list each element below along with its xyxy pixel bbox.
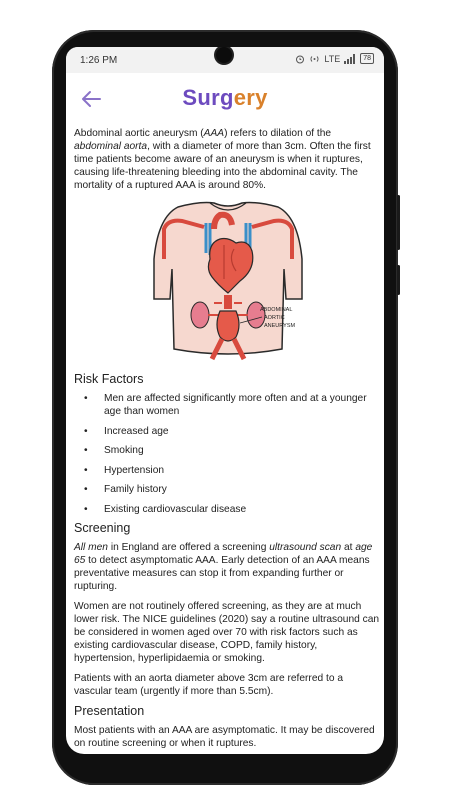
list-item: • Increased age <box>84 425 169 437</box>
status-bar <box>66 47 384 73</box>
title-part-2: ery <box>233 85 268 110</box>
list-item: • Family history <box>84 484 167 495</box>
risk-factor-text: Men are affected significantly more often and at a younger age than women <box>104 393 367 417</box>
app-screen <box>66 47 384 754</box>
presentation-paragraph: Most patients with an AAA are asymptomatic. It may be discovered on routine screening or when it ruptures. <box>74 725 375 749</box>
signal-icon <box>344 54 356 64</box>
lte-label: LTE <box>324 53 341 64</box>
illustration-label-3: ANEURYSM <box>264 323 296 329</box>
list-item: • Smoking <box>84 445 144 456</box>
intro-text-1: Abdominal aortic aneurysm ( <box>74 128 204 139</box>
screening-paragraph-3: Patients with an aorta diameter above 3cm are referred to a vascular team (urgently if more than 5.5cm). <box>74 673 343 697</box>
risk-factor-text: Smoking <box>104 445 144 456</box>
intro-text-2: ) refers to dilation of the <box>224 128 332 139</box>
list-item: • Men are affected significantly more often and at a younger age than women <box>84 393 367 417</box>
presentation-heading: Presentation <box>74 704 145 718</box>
screening-paragraph-2: Women are not routinely offered screening, as they are at much lower risk. The NICE guidelines (2020) say a routine ultrasound can be considered in women aged over 70 with risk factors such as existing cardiovascular disease, COPD, family history, hypertension, hyperlipidaemia or smoking. <box>74 601 380 664</box>
risk-factor-text: Family history <box>104 484 167 495</box>
illustration-label-1: ABDOMINAL <box>260 307 293 313</box>
list-item: • Hypertension <box>84 464 165 476</box>
list-item: • Existing cardiovascular disease <box>84 503 247 515</box>
battery-indicator: 78 <box>360 53 374 64</box>
volume-button <box>397 265 400 295</box>
front-camera <box>216 47 232 63</box>
article-content <box>74 127 380 754</box>
status-icons <box>295 53 374 64</box>
intro-em-aorta: abdominal aorta <box>74 141 148 152</box>
risk-factor-text: Hypertension <box>104 464 165 476</box>
alarm-icon <box>295 54 305 64</box>
title-part-1: Surg <box>182 85 234 110</box>
intro-text-3: , with a diameter of more than 3cm. Often the first time patients become aware of an aneurysm is when it ruptures, causing life-threatening bleeding into the abdominal cavity. The mortality of a ruptured AAA is around 80%. <box>74 141 371 191</box>
hotspot-icon <box>309 54 320 64</box>
screening-heading: Screening <box>74 521 131 535</box>
power-button <box>397 195 400 250</box>
app-header <box>66 73 384 127</box>
risk-factors-heading: Risk Factors <box>74 372 144 386</box>
screening-em-ultrasound: ultrasound scan <box>269 542 342 553</box>
illustration-label-2: AORTIC <box>264 315 285 321</box>
aortic-aneurysm-illustration <box>148 199 308 365</box>
screening-paragraph-1 <box>74 541 380 593</box>
risk-factors-list <box>74 392 380 516</box>
screening-em-men: All men <box>74 542 108 553</box>
intro-em-aaa: AAA <box>203 128 225 139</box>
intro-paragraph <box>74 127 380 192</box>
page-title <box>66 85 384 111</box>
risk-factor-text: Increased age <box>104 425 169 437</box>
screening-em-age: age 65 <box>74 542 373 566</box>
screening-text-a: in England are offered a screening <box>107 542 270 553</box>
status-time: 1:26 PM <box>80 55 118 66</box>
risk-factor-text: Existing cardiovascular disease <box>104 503 247 515</box>
screening-text-b: at <box>341 542 356 553</box>
screening-text-c: to detect asymptomatic AAA. Early detection of an AAA means preventative measures can stop it from expanding further or rupturing. <box>74 555 370 592</box>
